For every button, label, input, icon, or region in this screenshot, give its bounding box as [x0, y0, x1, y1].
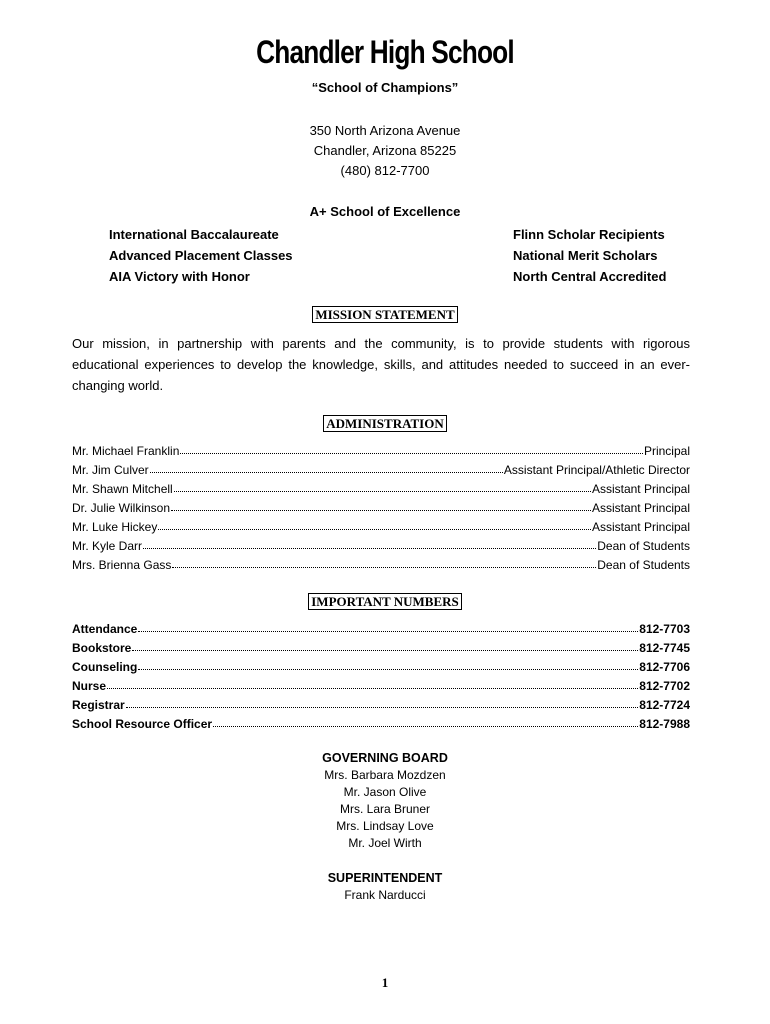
phone-extension: 812-7706 [639, 660, 690, 674]
number-row [72, 694, 690, 712]
admin-name: Mrs. Brienna Gass [72, 558, 172, 572]
number-label: School Resource Officer [72, 717, 213, 731]
admin-row [72, 535, 690, 553]
numbers-heading: IMPORTANT NUMBERS [308, 593, 462, 610]
administration-heading-wrap [0, 415, 770, 433]
admin-row [72, 440, 690, 458]
admin-name: Dr. Julie Wilkinson [72, 501, 171, 515]
award-item: Flinn Scholar Recipients [513, 227, 665, 242]
award-item: AIA Victory with Honor [109, 269, 250, 284]
address-street: 350 North Arizona Avenue [309, 123, 461, 138]
number-row [72, 713, 690, 731]
number-label: Bookstore [72, 641, 132, 655]
admin-name: Mr. Luke Hickey [72, 520, 158, 534]
mission-heading: MISSION STATEMENT [312, 306, 457, 323]
award-item: Advanced Placement Classes [109, 248, 293, 263]
number-label: Counseling [72, 660, 138, 674]
mission-text: Our mission, in partnership with parents and the community, is to provide students with rigorous educational experiences to develop the knowledge, skills, and attitudes needed to succeed in an ever-changing world. [72, 336, 690, 393]
admin-name: Mr. Kyle Darr [72, 539, 143, 553]
awards-right [513, 224, 666, 287]
admin-title: Dean of Students [597, 558, 690, 572]
numbers-heading-wrap [0, 593, 770, 611]
admin-title: Assistant Principal [591, 520, 690, 534]
board-member: Mr. Jason Olive [343, 785, 427, 799]
admin-title: Assistant Principal [591, 482, 690, 496]
admin-row [72, 459, 690, 477]
phone-extension: 812-7702 [639, 679, 690, 693]
admin-row [72, 554, 690, 572]
board-member: Mrs. Barbara Mozdzen [324, 768, 446, 782]
admin-name: Mr. Michael Franklin [72, 444, 180, 458]
mission-heading-wrap [0, 306, 770, 324]
school-title: Chandler High School [256, 34, 514, 70]
administration-heading: ADMINISTRATION [323, 415, 447, 432]
number-row [72, 618, 690, 636]
admin-title: Assistant Principal/Athletic Director [503, 463, 690, 477]
page-number: 1 [381, 975, 389, 990]
phone-extension: 812-7703 [639, 622, 690, 636]
number-label: Nurse [72, 679, 107, 693]
phone-extension: 812-7724 [639, 698, 690, 712]
admin-row [72, 516, 690, 534]
phone-extension: 812-7745 [639, 641, 690, 655]
board-member: Mr. Joel Wirth [348, 836, 422, 850]
board-member: Mrs. Lara Bruner [339, 802, 431, 816]
superintendent-name: Frank Narducci [344, 888, 426, 902]
admin-row [72, 478, 690, 496]
admin-name: Mr. Jim Culver [72, 463, 149, 477]
admin-row [72, 497, 690, 515]
number-row [72, 637, 690, 655]
admin-title: Principal [643, 444, 690, 458]
phone-extension: 812-7988 [639, 717, 690, 731]
superintendent-heading: SUPERINTENDENT [327, 871, 443, 885]
admin-name: Mr. Shawn Mitchell [72, 482, 173, 496]
awards-left [109, 224, 293, 287]
number-row [72, 656, 690, 674]
admin-title: Dean of Students [597, 539, 690, 553]
school-address [0, 121, 770, 181]
number-label: Registrar [72, 698, 125, 712]
board-member: Mrs. Lindsay Love [336, 819, 434, 833]
phone-number: (480) 812-7700 [340, 163, 430, 178]
award-item: National Merit Scholars [513, 248, 658, 263]
governing-board [0, 750, 770, 852]
governing-board-heading: GOVERNING BOARD [322, 751, 448, 765]
superintendent [0, 870, 770, 904]
school-motto: “School of Champions” [311, 80, 459, 95]
number-label: Attendance [72, 622, 138, 636]
address-city: Chandler, Arizona 85225 [313, 143, 457, 158]
award-item: International Baccalaureate [109, 227, 279, 242]
number-row [72, 675, 690, 693]
admin-title: Assistant Principal [591, 501, 690, 515]
award-item: North Central Accredited [513, 269, 667, 284]
excellence-award: A+ School of Excellence [309, 204, 461, 219]
